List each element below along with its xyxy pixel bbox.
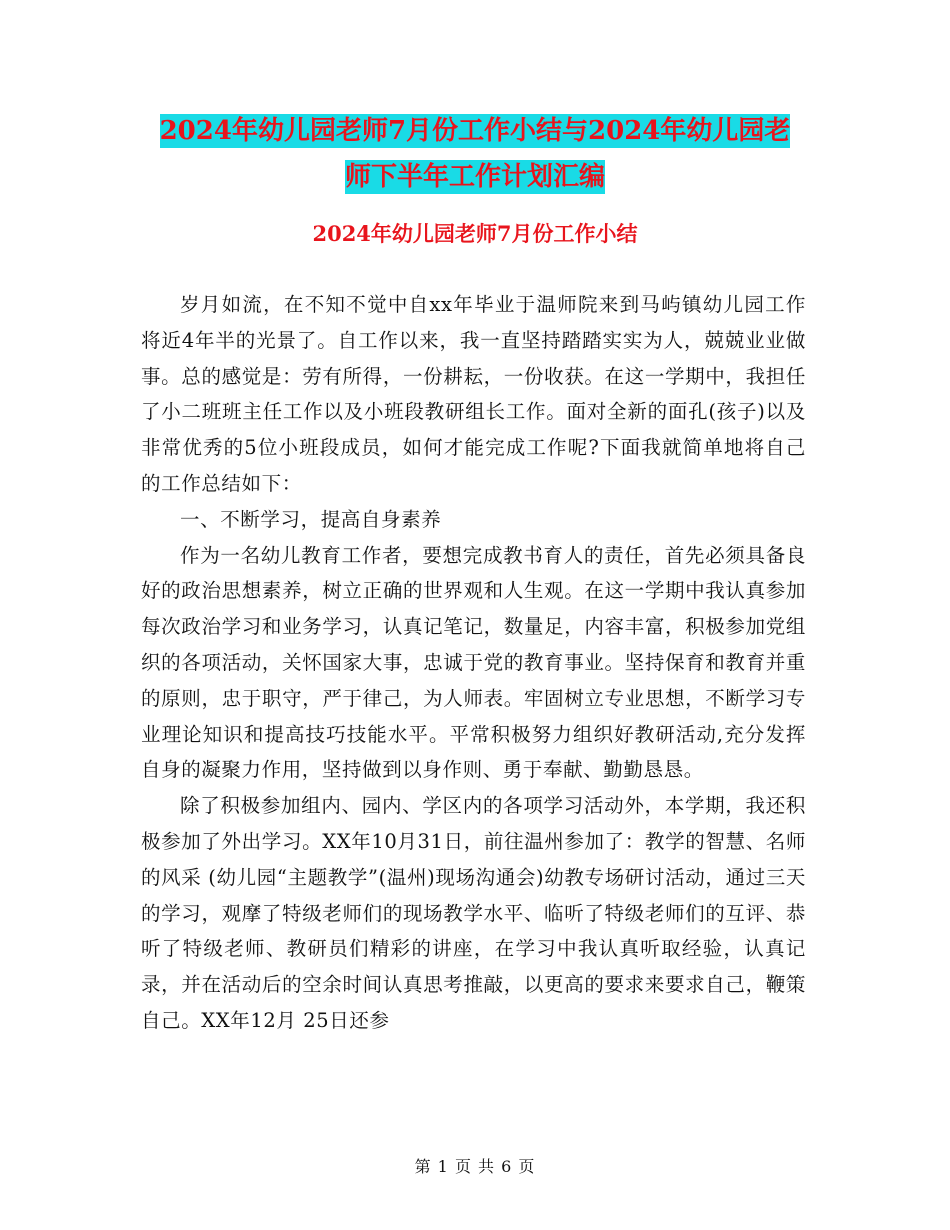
- paragraph: 除了积极参加组内、园内、学区内的各项学习活动外，本学期，我还积极参加了外出学习。XX年10月31日，前往温州参加了：教学的智慧、名师的风采 (幼儿园“主题教学”(温州)现场沟通会)幼教专场研讨活动，通过三天的学习，观摩了特级老师们的现场教学水平、临听了特级老师们的互评、恭听了特级老师、教研员们精彩的讲座，在学习中我认真听取经验，认真记录，并在活动后的空余时间认真思考推敲，以更高的要求来要求自己，鞭策自己。XX年12月 25日还参: [141, 794, 806, 1032]
- paragraph: 岁月如流，在不知不觉中自xx年毕业于温师院来到马屿镇幼儿园工作将近4年半的光景了。自工作以来，我一直坚持踏踏实实为人，兢兢业业做事。总的感觉是：劳有所得，一份耕耘，一份收获。在这一学期中，我担任了小二班班主任工作以及小班段教研组长工作。面对全新的面孔(孩子)以及非常优秀的5位小班段成员，如何才能完成工作呢?下面我就简单地将自己的工作总结如下：: [141, 293, 806, 495]
- section-title: 2024年幼儿园老师7月份工作小结: [312, 221, 638, 246]
- title-line-1: 2024年幼儿园老师7月份工作小结与2024年幼儿园老: [159, 116, 791, 146]
- page-footer: 第 1 页 共 6 页: [414, 1157, 536, 1176]
- paragraph: 作为一名幼儿教育工作者，要想完成教书育人的责任，首先必须具备良好的政治思想素养，树立正确的世界观和人生观。在这一学期中我认真参加每次政治学习和业务学习，认真记笔记，数量足，内容丰富，积极参加党组织的各项活动，关怀国家大事，忠诚于党的教育事业。坚持保育和教育并重的原则，忠于职守，严于律己，为人师表。牢固树立专业思想，不断学习专业理论知识和提高技巧技能水平。平常积极努力组织好教研活动,充分发挥自身的凝聚力作用，坚持做到以身作则、勇于奉献、勤勤恳恳。: [141, 543, 806, 782]
- section-heading: 一、不断学习，提高自身素养: [180, 507, 442, 531]
- document-title: [0, 108, 950, 200]
- title-line-2: 师下半年工作计划汇编: [344, 162, 605, 192]
- document-body: [141, 287, 806, 1039]
